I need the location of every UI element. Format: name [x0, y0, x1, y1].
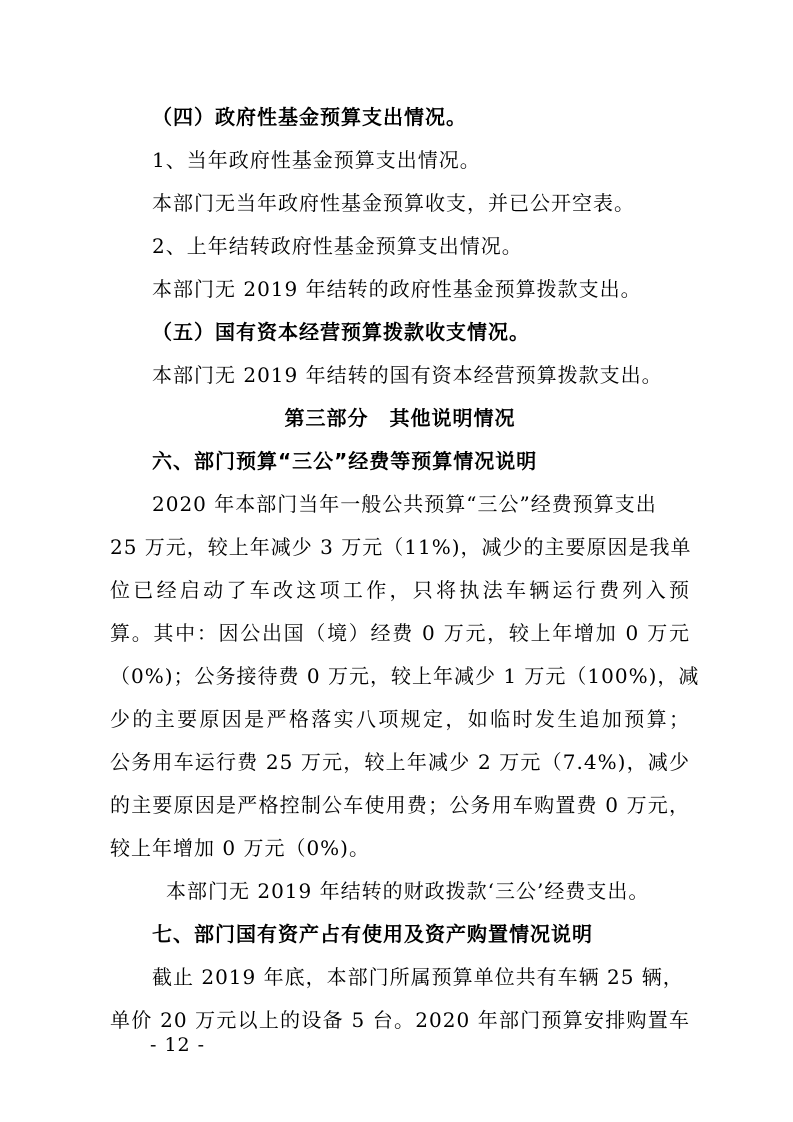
section-six-line: 2020 年本部门当年一般公共预算“三公”经费预算支出: [152, 492, 657, 516]
section-six-line: 较上年增加 0 万元（0%)。: [110, 836, 370, 860]
part-three-title: 第三部分 其他说明情况: [284, 406, 516, 430]
paragraph-no-three-public-carryover: 本部门无 2019 年结转的财政拨款‘三公’经费支出。: [166, 879, 650, 903]
section-six-title: 六、部门预算“三公”经费等预算情况说明: [152, 449, 538, 473]
item-current-year-fund: 1、当年政府性基金预算支出情况。: [152, 148, 481, 172]
section-seven-title: 七、部门国有资产占有使用及资产购置情况说明: [152, 922, 593, 946]
section-six-line: 25 万元，较上年减少 3 万元（11%)，减少的主要原因是我单: [110, 535, 692, 559]
section-six-line: 公务用车运行费 25 万元，较上年减少 2 万元（7.4%)，减少: [110, 750, 690, 774]
heading-state-capital: （五）国有资本经营预算拨款收支情况。: [152, 320, 530, 344]
paragraph-no-carryover-fund: 本部门无 2019 年结转的政府性基金预算拨款支出。: [152, 277, 642, 301]
section-seven-line: 单价 20 万元以上的设备 5 台。2020 年部门预算安排购置车: [110, 1008, 690, 1032]
section-six-line: 的主要原因是严格控制公车使用费；公务用车购置费 0 万元，: [110, 793, 690, 817]
heading-government-fund: （四）政府性基金预算支出情况。: [152, 105, 467, 129]
section-six-line: （0%)；公务接待费 0 万元，较上年减少 1 万元（100%)，减: [110, 664, 700, 688]
section-six-line: 位已经启动了车改这项工作，只将执法车辆运行费列入预: [110, 578, 690, 602]
paragraph-no-state-capital: 本部门无 2019 年结转的国有资本经营预算拨款支出。: [152, 363, 663, 387]
section-seven-line: 截止 2019 年底，本部门所属预算单位共有车辆 25 辆，: [152, 965, 684, 989]
page-number: - 12 -: [150, 1034, 206, 1056]
item-carryover-fund: 2、上年结转政府性基金预算支出情况。: [152, 234, 523, 258]
paragraph-no-fund-income: 本部门无当年政府性基金预算收支，并已公开空表。: [152, 191, 635, 215]
section-six-line: 少的主要原因是严格落实八项规定，如临时发生追加预算；: [110, 707, 690, 731]
section-six-line: 算。其中：因公出国（境）经费 0 万元，较上年增加 0 万元: [110, 621, 690, 645]
